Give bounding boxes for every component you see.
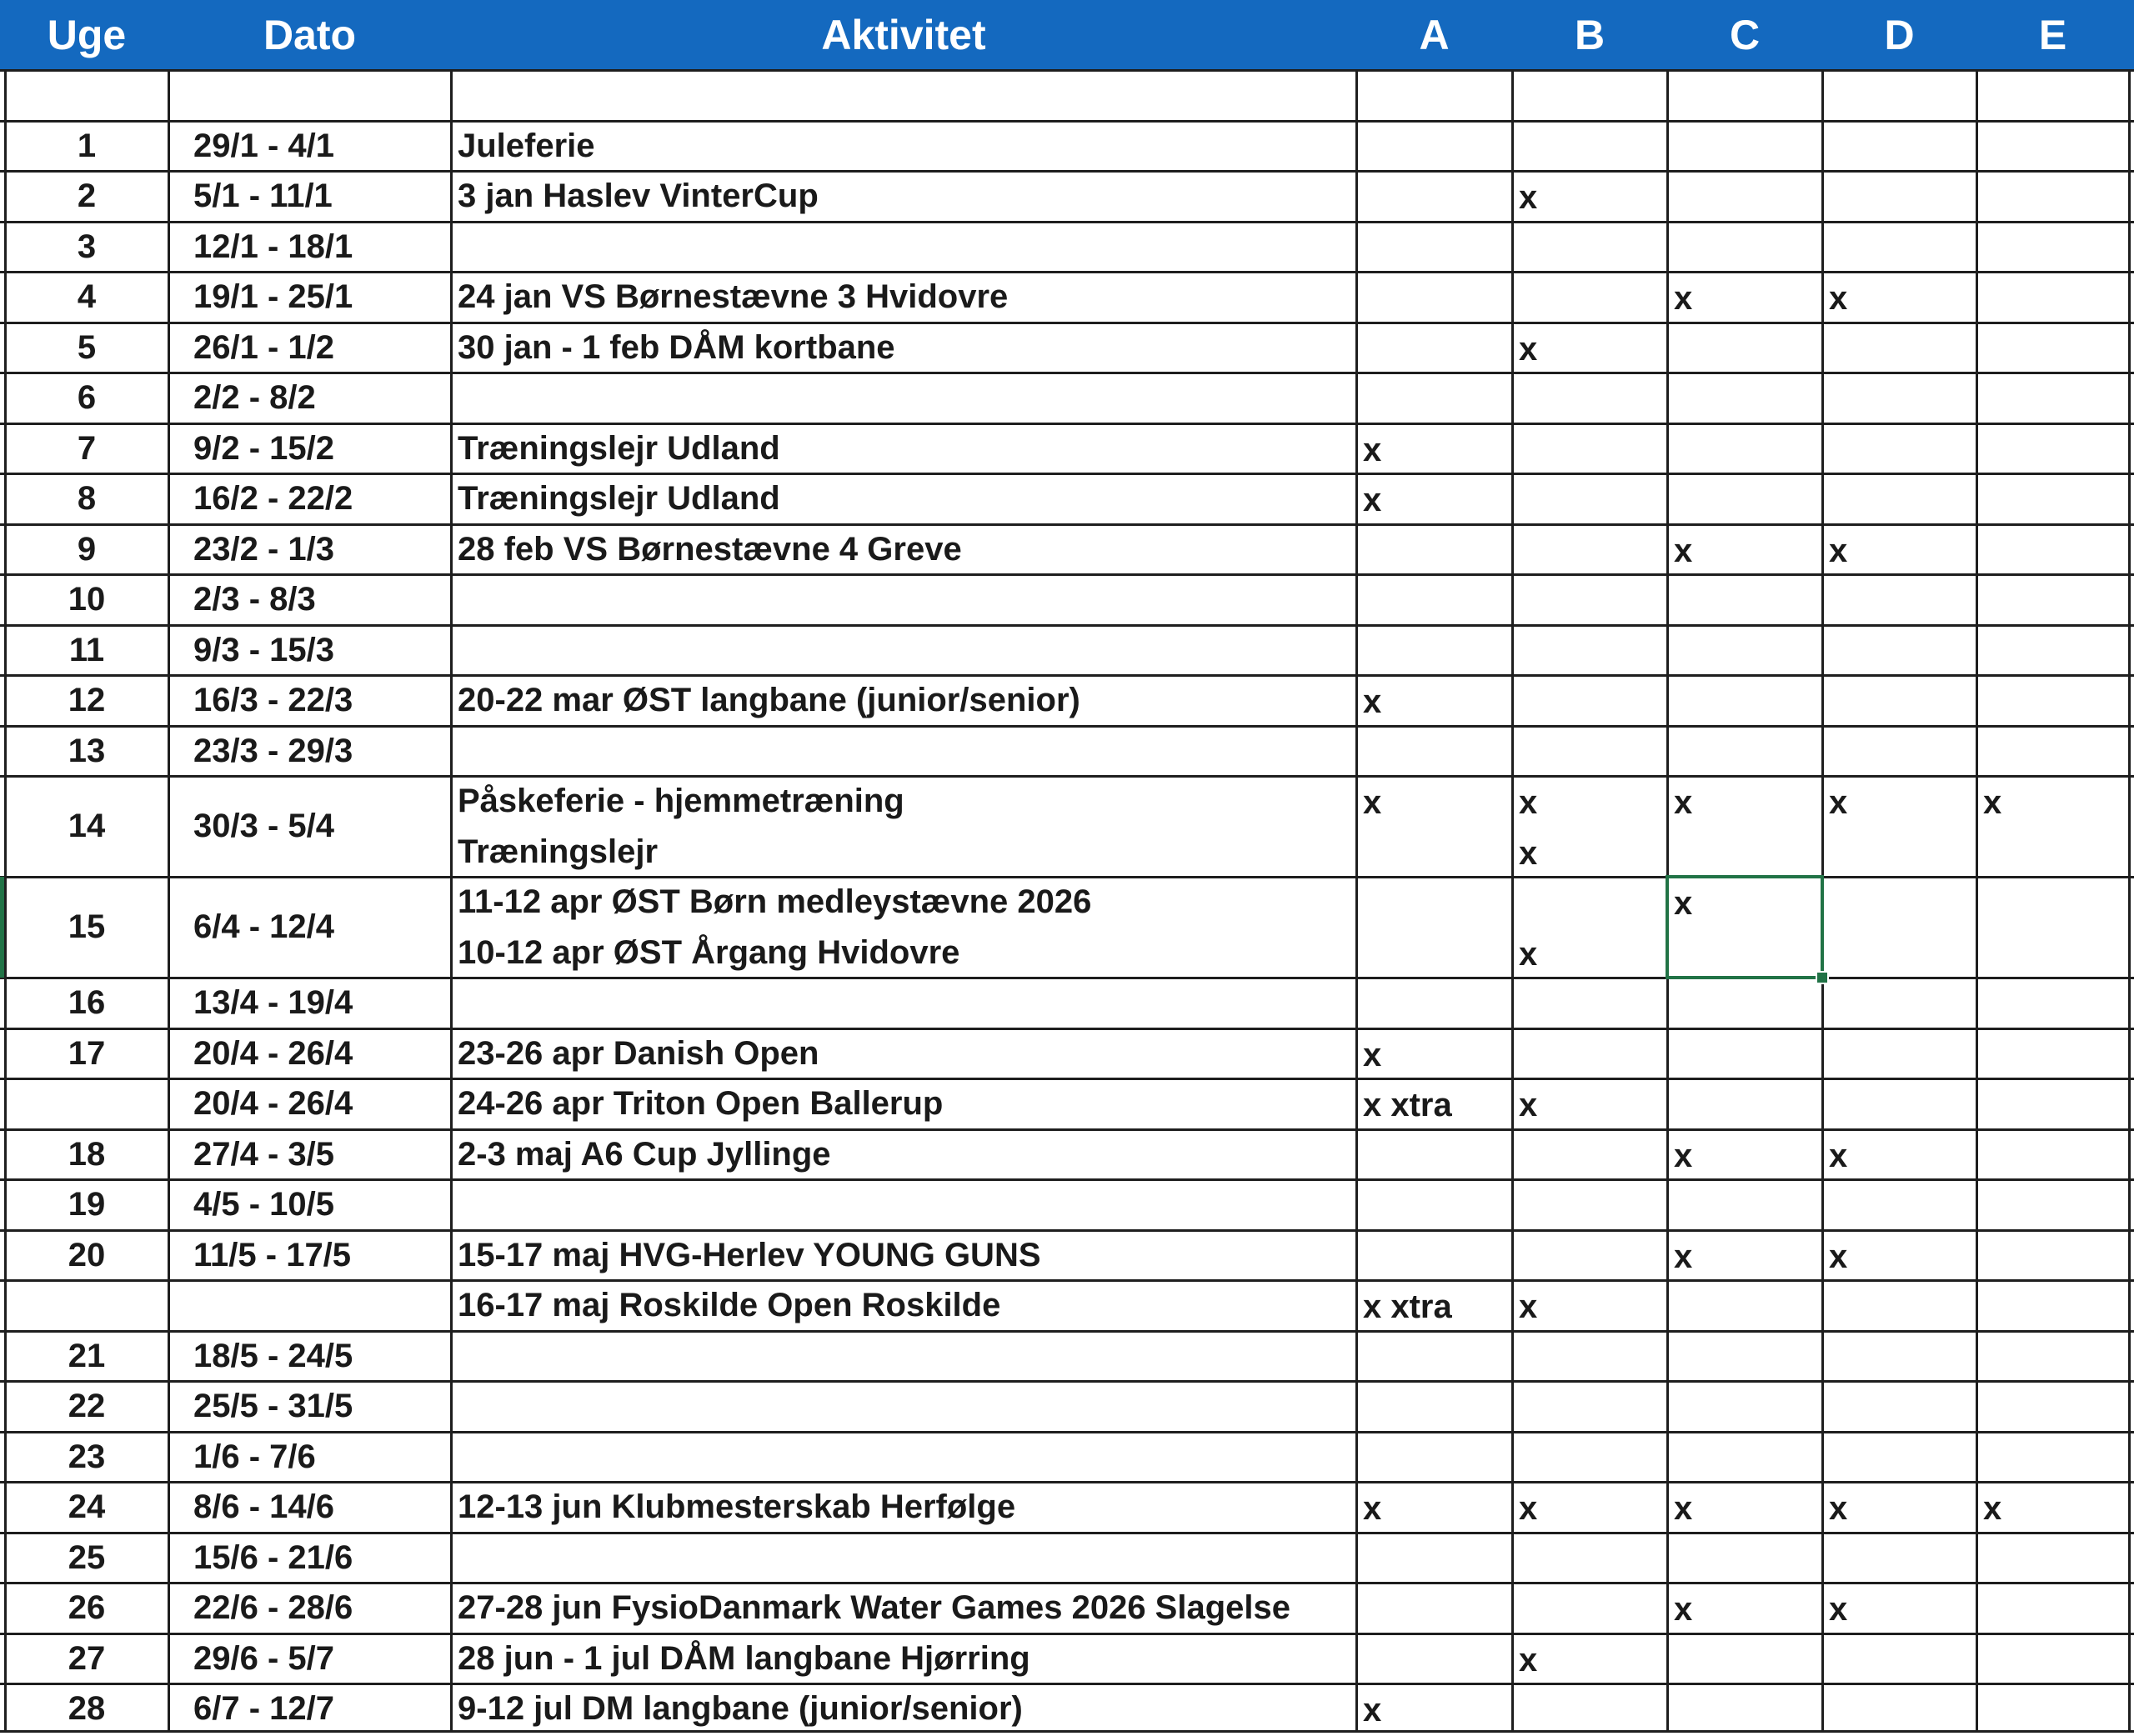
row-divider <box>0 775 2134 778</box>
mark-b[interactable]: x <box>1519 1641 1538 1678</box>
mark-b[interactable]: x <box>1519 179 1538 216</box>
week-cell[interactable]: 15 <box>68 908 106 945</box>
week-cell[interactable]: 23 <box>68 1438 106 1475</box>
activity-cell[interactable]: 15-17 maj HVG-Herlev YOUNG GUNS <box>458 1236 1041 1273</box>
activity-cell[interactable]: 16-17 maj Roskilde Open Roskilde <box>458 1287 1001 1323</box>
mark-c[interactable]: x <box>1674 1137 1693 1174</box>
date-cell[interactable]: 2/2 - 8/2 <box>193 379 316 416</box>
column-divider <box>2128 70 2131 1732</box>
mark-a[interactable]: x xtra <box>1363 1288 1452 1325</box>
row-divider <box>0 1380 2134 1383</box>
mark-c[interactable]: x <box>1674 280 1693 317</box>
row-divider <box>0 1178 2134 1181</box>
header-b[interactable]: B <box>1574 12 1606 58</box>
week-cell[interactable]: 20 <box>68 1236 106 1273</box>
date-cell[interactable]: 23/3 - 29/3 <box>193 732 353 769</box>
mark-d[interactable]: x <box>1829 280 1848 317</box>
mark-b[interactable]: x <box>1519 330 1538 368</box>
activity-cell[interactable] <box>458 574 1356 625</box>
date-cell[interactable]: 20/4 - 26/4 <box>193 1085 353 1122</box>
activity-cell[interactable]: 28 jun - 1 jul DÅM langbane Hjørring <box>458 1639 1030 1677</box>
date-cell[interactable]: 8/6 - 14/6 <box>193 1488 335 1525</box>
date-cell[interactable]: 2/3 - 8/3 <box>193 581 316 618</box>
column-divider <box>1976 70 1978 1732</box>
row-divider <box>0 523 2134 526</box>
row-divider <box>0 271 2134 273</box>
activity-cell[interactable]: Træningslejr Udland <box>458 429 780 467</box>
date-cell[interactable]: 25/5 - 31/5 <box>193 1388 353 1424</box>
activity-cell[interactable] <box>458 978 1356 1028</box>
mark-c[interactable]: x <box>1674 784 1693 821</box>
mark-b[interactable]: x <box>1519 1087 1538 1123</box>
week-cell[interactable]: 27 <box>68 1639 106 1677</box>
date-cell[interactable]: 18/5 - 24/5 <box>193 1337 353 1374</box>
fill-handle[interactable] <box>1816 971 1829 984</box>
activity-cell[interactable] <box>458 1533 1356 1583</box>
week-cell[interactable]: 13 <box>68 732 106 769</box>
date-cell[interactable]: 4/5 - 10/5 <box>193 1186 335 1223</box>
week-cell[interactable]: 4 <box>77 278 97 315</box>
date-cell[interactable]: 27/4 - 3/5 <box>193 1135 335 1173</box>
date-cell[interactable]: 20/4 - 26/4 <box>193 1034 353 1072</box>
mark-d[interactable]: x <box>1829 1591 1848 1628</box>
date-cell[interactable]: 11/5 - 17/5 <box>193 1236 352 1273</box>
column-divider <box>450 70 453 1732</box>
row-divider <box>0 624 2134 627</box>
date-cell[interactable]: 9/2 - 15/2 <box>193 429 335 467</box>
activity-cell[interactable] <box>458 1179 1356 1230</box>
activity-cell[interactable] <box>458 373 1356 423</box>
header-c[interactable]: C <box>1729 12 1761 58</box>
row-divider <box>0 120 2134 123</box>
row-divider <box>0 674 2134 677</box>
activity-cell[interactable] <box>458 1331 1356 1382</box>
row-divider <box>0 1633 2134 1635</box>
selected-cell-outline[interactable] <box>1666 875 1824 979</box>
date-cell[interactable]: 1/6 - 7/6 <box>193 1438 316 1475</box>
date-cell[interactable]: 22/6 - 28/6 <box>193 1589 353 1626</box>
activity-cell[interactable]: 9-12 jul DM langbane (junior/senior) <box>458 1690 1023 1727</box>
mark-b[interactable]: x <box>1519 1490 1538 1527</box>
week-cell[interactable]: 18 <box>68 1135 106 1173</box>
date-cell[interactable]: 29/1 - 4/1 <box>193 127 335 164</box>
mark-b[interactable]: x <box>1519 935 1538 973</box>
week-cell[interactable]: 19 <box>68 1186 106 1223</box>
header-aktivitet[interactable]: Aktivitet <box>821 12 986 58</box>
mark-b[interactable]: x <box>1519 834 1538 872</box>
date-cell[interactable] <box>193 1280 451 1331</box>
row-divider <box>0 372 2134 374</box>
mark-d[interactable]: x <box>1829 1238 1848 1275</box>
week-cell[interactable] <box>5 1280 168 1331</box>
activity-cell[interactable]: Påskeferie - hjemmetræning <box>458 783 904 819</box>
mark-a[interactable]: x <box>1363 683 1382 720</box>
activity-cell[interactable]: 20-22 mar ØST langbane (junior/senior) <box>458 682 1080 718</box>
row-divider <box>0 1532 2134 1534</box>
mark-b[interactable]: x <box>1519 1288 1538 1325</box>
mark-b[interactable]: x <box>1519 784 1538 821</box>
week-cell[interactable]: 17 <box>68 1034 106 1072</box>
date-cell[interactable]: 26/1 - 1/2 <box>193 328 335 366</box>
row-divider <box>0 170 2134 173</box>
mark-c[interactable]: x <box>1674 532 1693 569</box>
mark-c[interactable]: x <box>1674 1591 1693 1628</box>
row-divider <box>0 573 2134 576</box>
mark-a[interactable]: x xtra <box>1363 1087 1452 1123</box>
date-cell[interactable] <box>193 70 451 121</box>
week-cell[interactable]: 10 <box>68 581 106 618</box>
activity-cell[interactable] <box>458 1432 1356 1483</box>
activity-cell[interactable]: 30 jan - 1 feb DÅM kortbane <box>458 328 895 366</box>
week-cell[interactable]: 1 <box>77 127 97 164</box>
date-cell[interactable]: 29/6 - 5/7 <box>193 1639 335 1677</box>
mark-a[interactable]: x <box>1363 431 1382 468</box>
activity-cell[interactable]: 24-26 apr Triton Open Ballerup <box>458 1085 944 1122</box>
mark-a[interactable]: x <box>1363 784 1382 821</box>
week-cell[interactable]: 11 <box>68 631 105 668</box>
week-cell[interactable]: 12 <box>68 682 106 718</box>
week-cell[interactable]: 24 <box>68 1488 106 1525</box>
row-divider <box>0 1330 2134 1333</box>
row-divider <box>0 1078 2134 1080</box>
row-divider <box>0 1730 2134 1733</box>
week-cell[interactable]: 9 <box>77 530 97 568</box>
activity-cell[interactable]: 27-28 jun FysioDanmark Water Games 2026 Slagelse <box>458 1589 1291 1626</box>
week-cell[interactable]: 21 <box>68 1337 106 1374</box>
week-cell[interactable]: 22 <box>68 1388 106 1424</box>
column-divider <box>1511 70 1514 1732</box>
activity-cell[interactable]: 3 jan Haslev VinterCup <box>458 178 819 214</box>
row-divider <box>0 69 2134 72</box>
date-cell[interactable]: 6/4 - 12/4 <box>193 908 335 945</box>
date-cell[interactable]: 5/1 - 11/1 <box>193 178 333 214</box>
mark-e[interactable]: x <box>1983 784 2002 821</box>
row-indicator <box>0 877 4 978</box>
row-divider <box>0 725 2134 728</box>
activity-cell[interactable]: Juleferie <box>458 127 595 164</box>
header-uge[interactable]: Uge <box>47 12 127 58</box>
mark-d[interactable]: x <box>1829 1490 1848 1527</box>
date-cell[interactable]: 16/2 - 22/2 <box>193 480 353 517</box>
activity-cell[interactable]: 23-26 apr Danish Open <box>458 1034 819 1072</box>
date-cell[interactable]: 6/7 - 12/7 <box>193 1690 335 1727</box>
date-cell[interactable]: 16/3 - 22/3 <box>193 682 353 718</box>
week-cell[interactable]: 8 <box>77 480 97 517</box>
row-divider <box>0 1128 2134 1131</box>
week-cell[interactable]: 2 <box>77 178 97 214</box>
week-cell[interactable]: 6 <box>77 379 97 416</box>
activity-cell[interactable] <box>458 222 1356 273</box>
row-divider <box>0 1683 2134 1685</box>
header-dato[interactable]: Dato <box>263 12 357 58</box>
mark-c[interactable]: x <box>1674 1238 1693 1275</box>
mark-d[interactable]: x <box>1829 1137 1848 1174</box>
activity-cell[interactable]: 2-3 maj A6 Cup Jyllinge <box>458 1135 831 1173</box>
date-cell[interactable]: 15/6 - 21/6 <box>193 1538 353 1576</box>
date-cell[interactable]: 13/4 - 19/4 <box>193 984 353 1021</box>
activity-cell[interactable]: 11-12 apr ØST Børn medleystævne 2026 <box>458 883 1092 920</box>
row-divider <box>0 1582 2134 1584</box>
header-d[interactable]: D <box>1884 12 1915 58</box>
date-cell[interactable]: 12/1 - 18/1 <box>193 228 353 265</box>
mark-a[interactable]: x <box>1363 1036 1382 1073</box>
date-cell[interactable]: 19/1 - 25/1 <box>193 278 353 315</box>
activity-cell[interactable]: 28 feb VS Børnestævne 4 Greve <box>458 530 962 568</box>
activity-cell[interactable] <box>458 726 1356 777</box>
activity-cell[interactable]: 24 jan VS Børnestævne 3 Hvidovre <box>458 278 1009 315</box>
row-divider <box>0 221 2134 223</box>
week-cell[interactable]: 28 <box>68 1690 106 1727</box>
row-divider <box>0 322 2134 324</box>
week-cell[interactable]: 7 <box>77 429 97 467</box>
mark-c[interactable]: x <box>1674 1490 1693 1527</box>
week-cell[interactable]: 14 <box>68 808 106 844</box>
week-cell[interactable]: 25 <box>68 1538 106 1576</box>
week-cell[interactable]: 16 <box>68 984 106 1021</box>
week-cell[interactable]: 3 <box>77 228 97 265</box>
date-cell[interactable]: 9/3 - 15/3 <box>193 631 335 668</box>
mark-a[interactable]: x <box>1363 482 1382 518</box>
mark-d[interactable]: x <box>1829 784 1848 821</box>
activity-cell[interactable]: 12-13 jun Klubmesterskab Herfølge <box>458 1488 1016 1525</box>
mark-a[interactable]: x <box>1363 1490 1382 1527</box>
mark-c[interactable]: x <box>1674 885 1693 922</box>
column-divider <box>168 70 170 1732</box>
row-divider <box>0 423 2134 425</box>
mark-a[interactable]: x <box>1363 1692 1382 1728</box>
row-divider <box>0 1028 2134 1030</box>
activity-cell[interactable]: 10-12 apr ØST Årgang Hvidovre <box>458 933 960 971</box>
week-cell[interactable] <box>5 1078 168 1129</box>
row-divider <box>0 1481 2134 1483</box>
week-cell[interactable] <box>5 70 168 121</box>
week-cell[interactable]: 26 <box>68 1589 106 1626</box>
row-divider <box>0 473 2134 475</box>
row-divider <box>0 1229 2134 1232</box>
column-divider <box>1355 70 1358 1732</box>
activity-cell[interactable] <box>458 1381 1356 1432</box>
activity-cell[interactable] <box>458 625 1356 676</box>
header-a[interactable]: A <box>1419 12 1450 58</box>
week-cell[interactable]: 5 <box>77 328 97 366</box>
row-divider <box>0 1279 2134 1282</box>
date-cell[interactable]: 30/3 - 5/4 <box>193 808 335 844</box>
header-e[interactable]: E <box>2038 12 2067 58</box>
date-cell[interactable]: 23/2 - 1/3 <box>193 530 335 568</box>
mark-d[interactable]: x <box>1829 532 1848 569</box>
column-divider <box>4 70 7 1732</box>
mark-e[interactable]: x <box>1983 1490 2002 1527</box>
activity-cell[interactable]: Træningslejr <box>458 833 659 870</box>
activity-cell[interactable] <box>458 70 1356 121</box>
row-divider <box>0 1431 2134 1433</box>
activity-cell[interactable]: Træningslejr Udland <box>458 480 780 517</box>
